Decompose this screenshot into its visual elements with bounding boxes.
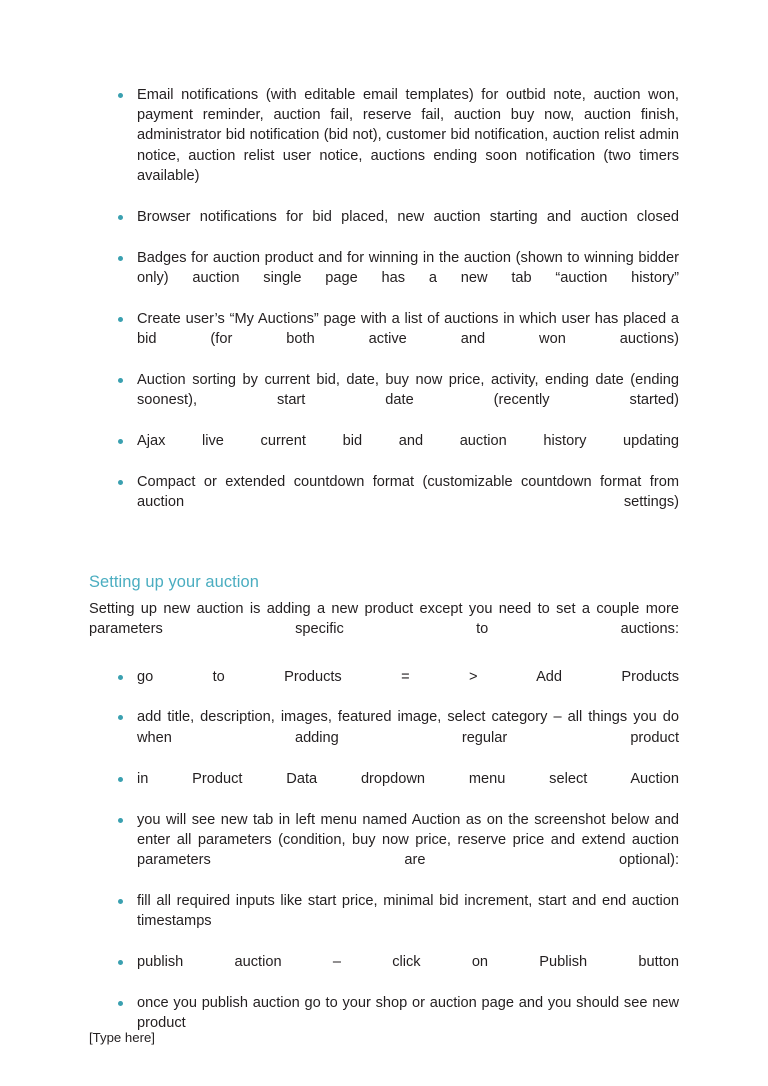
list-item-text: you will see new tab in left menu named Auction as on the screenshot below and enter all parameters (condition, buy now price, reserve price and extend auction parameters are optional): [137, 811, 679, 868]
bullet-dot-icon [118, 960, 123, 965]
bullet-dot-icon [118, 215, 123, 220]
list-item-text: Ajax live current bid and auction history updating [137, 432, 679, 449]
list-item-text: go to Products = > Add Products [137, 668, 679, 685]
list-item-text: once you publish auction go to your shop or auction page and you should see new product [137, 994, 679, 1032]
list-item [89, 707, 679, 768]
list-item-text: in Product Data dropdown menu select Auction [137, 770, 679, 787]
bullet-dot-icon [118, 818, 123, 823]
page-footer[interactable]: [Type here] [89, 1030, 155, 1045]
bullet-dot-icon [118, 480, 123, 485]
list-item-text: Badges for auction product and for winning in the auction (shown to winning bidder only) auction single page has a new tab “auction history” [137, 249, 679, 286]
section-spacer [89, 533, 679, 571]
features-bullet-list [89, 85, 679, 532]
list-item [89, 207, 679, 247]
list-item [89, 85, 679, 206]
bullet-dot-icon [118, 378, 123, 383]
document-body [89, 85, 679, 1054]
setup-bullet-list [89, 667, 679, 1054]
list-item [89, 667, 679, 707]
bullet-dot-icon [118, 93, 123, 98]
list-spacer [89, 660, 679, 667]
bullet-dot-icon [118, 439, 123, 444]
list-item [89, 769, 679, 809]
list-item [89, 309, 679, 370]
list-item [89, 952, 679, 992]
bullet-dot-icon [118, 317, 123, 322]
bullet-dot-icon [118, 715, 123, 720]
bullet-dot-icon [118, 899, 123, 904]
section-heading: Setting up your auction [89, 572, 259, 591]
list-item [89, 472, 679, 533]
bullet-dot-icon [118, 777, 123, 782]
list-item-text: Compact or extended countdown format (customizable countdown format from auction settings) [137, 473, 679, 511]
intro-paragraph: Setting up new auction is adding a new product except you need to set a couple more parameters specific to auctions: [89, 600, 679, 638]
list-item [89, 248, 679, 309]
list-item [89, 891, 679, 952]
list-item [89, 993, 679, 1054]
list-item-text: fill all required inputs like start price, minimal bid increment, start and end auction timestamps [137, 892, 679, 930]
list-item [89, 810, 679, 891]
list-item-text: add title, description, images, featured image, select category – all things you do when adding regular product [137, 709, 679, 746]
list-item [89, 431, 679, 471]
list-item [89, 370, 679, 431]
bullet-dot-icon [118, 675, 123, 680]
list-item-text: Browser notifications for bid placed, new auction starting and auction closed [137, 208, 679, 225]
bullet-dot-icon [118, 256, 123, 261]
list-item-text: Auction sorting by current bid, date, buy now price, activity, ending date (ending soonest), start date (recently started) [137, 371, 679, 409]
bullet-dot-icon [118, 1001, 123, 1006]
list-item-text: publish auction – click on Publish button [137, 953, 679, 970]
list-item-text: Email notifications (with editable email templates) for outbid note, auction won, payment reminder, auction fail, reserve fail, auction buy now, auction finish, administrator bid notification (bid not), customer bid notification, auction relist admin notice, auction relist user notice, auctions ending soon notification (two timers available) [137, 87, 679, 184]
list-item-text: Create user’s “My Auctions” page with a list of auctions in which user has placed a bid (for both active and won auctions) [137, 310, 679, 347]
